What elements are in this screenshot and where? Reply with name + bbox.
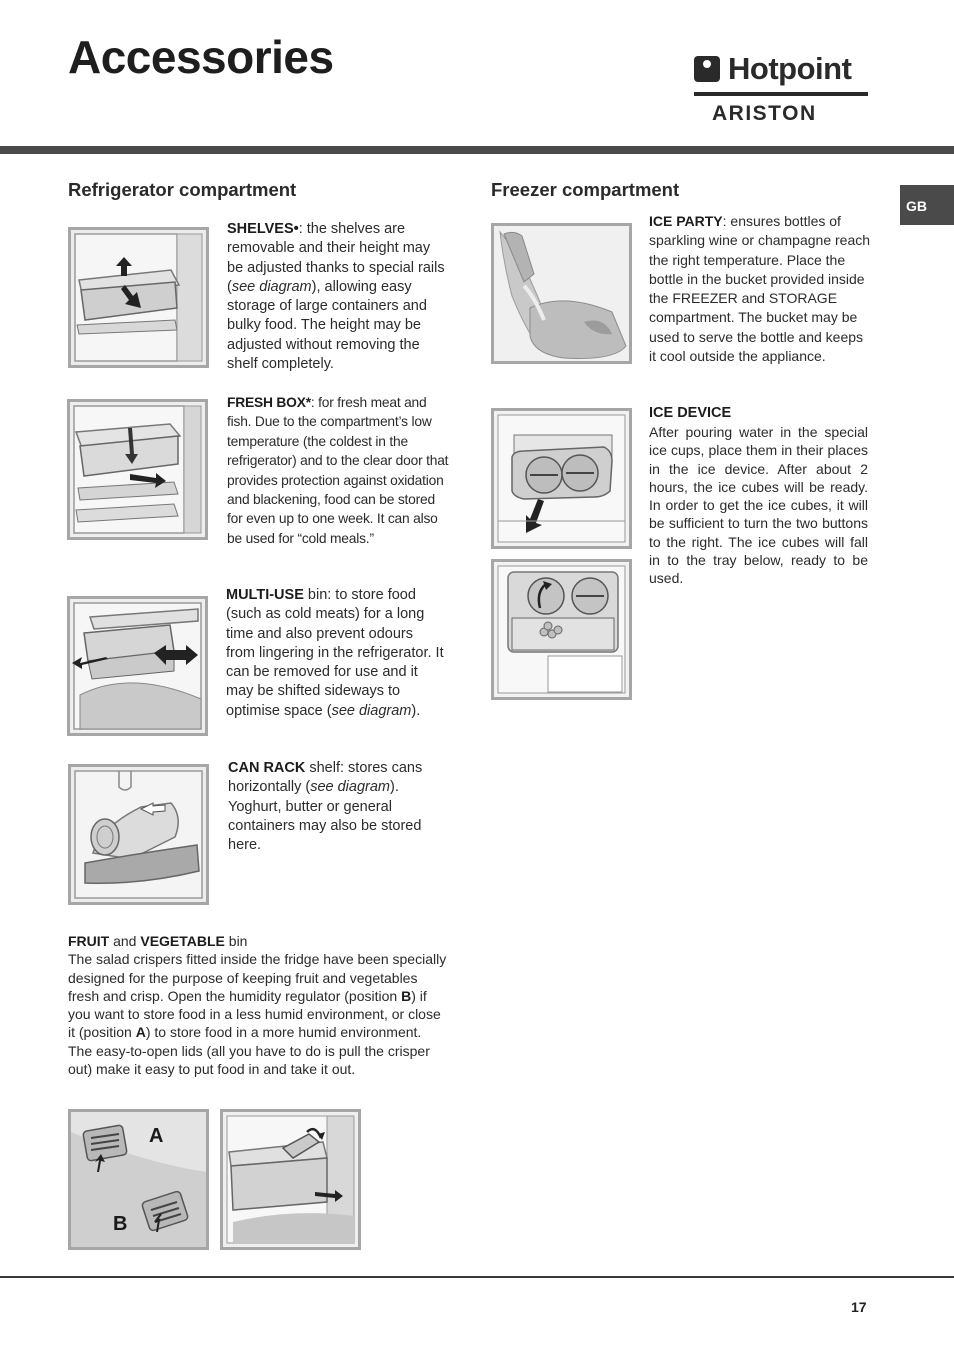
ice-party-label: ICE PARTY [649, 213, 723, 229]
vegetable-label: VEGETABLE [140, 933, 225, 949]
can-rack-see-diagram: see diagram [310, 779, 390, 796]
can-rack-text-2: ). Yoghurt, butter or general containers may also be stored here. [228, 779, 422, 854]
ice-device-illustration [491, 408, 632, 549]
multi-use-label: MULTI-USE [226, 587, 304, 603]
fresh-box-illustration [67, 399, 208, 540]
multi-use-text-1: bin: to store food (such as cold meats) for a long time and also prevent odours from lingering in the refrigerator. It can be removed for use and it may be shifted sideways to optimise space ( [226, 587, 444, 719]
brand-logo [694, 52, 868, 124]
multi-use-see-diagram: see diagram [331, 702, 412, 719]
shelves-text-1: : the shelves are removable and their height may be adjusted thanks to special rails ( [227, 221, 445, 295]
can-rack-illustration [68, 764, 209, 905]
brand-divider [694, 92, 868, 96]
humidity-regulator-illustration [68, 1109, 209, 1250]
fruit-vegetable-heading [68, 932, 448, 950]
ice-device-description [649, 404, 868, 588]
brand-subname: ARISTON [712, 102, 817, 125]
fruit-vegetable-description [68, 932, 448, 1078]
can-rack-text-1: shelf: stores cans horizontally ( [228, 760, 423, 796]
multi-use-description [226, 586, 444, 721]
can-rack-description [228, 759, 442, 855]
multi-use-text-2: ). [411, 702, 421, 719]
fruit-text-b: ) if you want to store food in a less humid environment, or close it (position [68, 987, 441, 1041]
fresh-box-description [227, 393, 449, 548]
multi-use-bin-illustration [67, 596, 208, 736]
ice-device-label: ICE DEVICE [649, 405, 732, 421]
shelves-label: SHELVES• [227, 221, 299, 237]
can-rack-label: CAN RACK [228, 760, 306, 776]
shelves-text-2: ), allowing easy storage of large containers and bulky food. The height may be adjusted without removing the shelf completely. [227, 278, 427, 373]
position-b: B [401, 987, 412, 1004]
fruit-and: and [109, 933, 141, 949]
position-b-label: B [113, 1213, 128, 1235]
shelves-description [227, 220, 445, 374]
position-a: A [135, 1024, 146, 1041]
page-title: Accessories [68, 31, 334, 83]
page-number: 17 [851, 1299, 867, 1315]
brand-mark-icon [694, 56, 720, 82]
fruit-bin: bin [224, 933, 248, 949]
freezer-section-title: Freezer compartment [491, 179, 680, 200]
fresh-box-label: FRESH BOX* [227, 395, 311, 410]
brand-name: Hotpoint [728, 51, 852, 86]
ice-party-description [649, 212, 871, 366]
fruit-vegetable-paragraph-2: The easy-to-open lids (all you have to do is pull the crisper out) make it easy to put food in and take it out. [68, 1042, 430, 1078]
fruit-label: FRUIT [68, 933, 110, 949]
ice-party-illustration [491, 223, 632, 364]
fruit-vegetable-paragraph-1 [68, 950, 448, 1041]
fresh-box-text: : for fresh meat and fish. Due to the compartment’s low temperature (the coldest in the refrigerator) and to the clear door that provides protection against oxidation and blackening, food can be stored for even up to one week. It can also be used for “cold meals.” [227, 395, 449, 546]
shelves-see-diagram: see diagram [231, 278, 312, 295]
shelves-illustration [68, 227, 209, 368]
language-tab: GB [900, 185, 954, 225]
fruit-text-a: The salad crispers fitted inside the fridge have been specially designed for the purpose of keeping fruit and vegetables fresh and crisp. Open the humidity regulator (position [68, 951, 447, 1004]
crisper-lid-illustration [220, 1109, 361, 1250]
ice-device-text: After pouring water in the special ice cups, place them in their places in the ice device. After about 2 hours, the ice cubes will be ready. In order to get the ice cubes, it will be sufficient to turn the two buttons to the right. The ice cubes will fall in to the tray below, ready to be used. [649, 424, 868, 587]
fruit-text-c: ) to store food in a more humid environment. [145, 1024, 422, 1041]
refrigerator-section-title: Refrigerator compartment [68, 179, 297, 200]
ice-device-tray-illustration [491, 559, 632, 700]
ice-party-text: : ensures bottles of sparkling wine or champagne reach the right temperature. Place the bottle in the bucket provided inside the FREEZER and STORAGE compartment. The bucket may be used to serve the bottle and keeps it cool outside the appliance. [649, 213, 871, 365]
footer-divider [0, 1276, 954, 1278]
position-a-label: A [149, 1125, 164, 1147]
header-divider [0, 146, 954, 154]
